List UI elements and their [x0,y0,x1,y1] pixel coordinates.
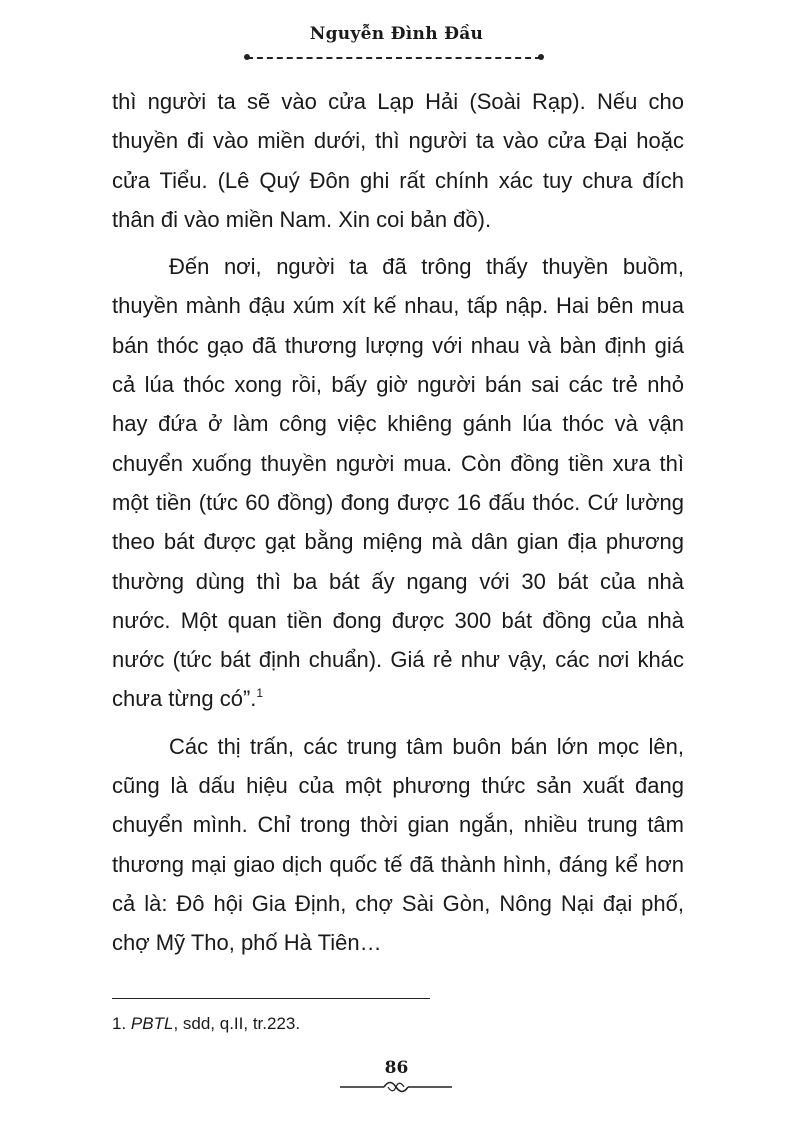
footnote-work-title: PBTL [130,1014,174,1033]
page-ornament-icon [338,1080,454,1094]
running-head-title: Nguyễn Đình Đầu [309,24,484,44]
footnote-divider [112,998,430,999]
header-dashed-rule [247,57,541,59]
footnote-details: , sdd, q.II, tr.223. [173,1014,301,1033]
header-rule-right-dot [538,54,544,60]
footnote-number: 1. [112,1014,127,1033]
footnote [112,1013,684,1035]
paragraph-1: thì người ta sẽ vào cửa Lạp Hải (Soài Rạp). Nếu cho thuyền đi vào miền dưới, thì người ta vào cửa Đại hoặc cửa Tiểu. (Lê Quý Đôn ghi rất chính xác tuy chưa đích thân đi vào miền Nam. Xin coi bản đồ). [112,89,684,232]
page-number: 86 [384,1058,409,1078]
paragraph-3: Các thị trấn, các trung tâm buôn bán lớn mọc lên, cũng là dấu hiệu của một phương thức sản xuất đang chuyển mình. Chỉ trong thời gian ngắn, nhiều trung tâm thương mại giao dịch quốc tế đã thành hình, đáng kể hơn cả là: Đô hội Gia Định, chợ Sài Gòn, Nông Nại đại phố, chợ Mỹ Tho, phố Hà Tiên… [112,733,684,956]
paragraph-2-text: Đến nơi, người ta đã trông thấy thuyền buồm, thuyền mành đậu xúm xít kế nhau, tấp nập. Hai bên mua bán thóc gạo đã thương lượng với nhau và bàn định giá cả lúa thóc xong rồi, bấy giờ người bán sai các trẻ nhỏ hay đứa ở làm công việc khiêng gánh lúa thóc và vận chuyển xuống thuyền người mua. Còn đồng tiền xưa thì một tiền (tức 60 đồng) đong được 16 đấu thóc. Cứ lường theo bát được gạt bằng miệng mà dân gian địa phương thường dùng thì ba bát ấy ngang với 30 bát của nhà nước. Một quan tiền đong được 300 bát đồng của nhà nước (tức bát định chuẩn). Giá rẻ như vậy, các nơi khác chưa từng có”. [112,254,684,712]
body-text [112,82,684,963]
paragraph-2 [112,247,684,719]
footnote-marker[interactable]: 1 [256,686,264,701]
